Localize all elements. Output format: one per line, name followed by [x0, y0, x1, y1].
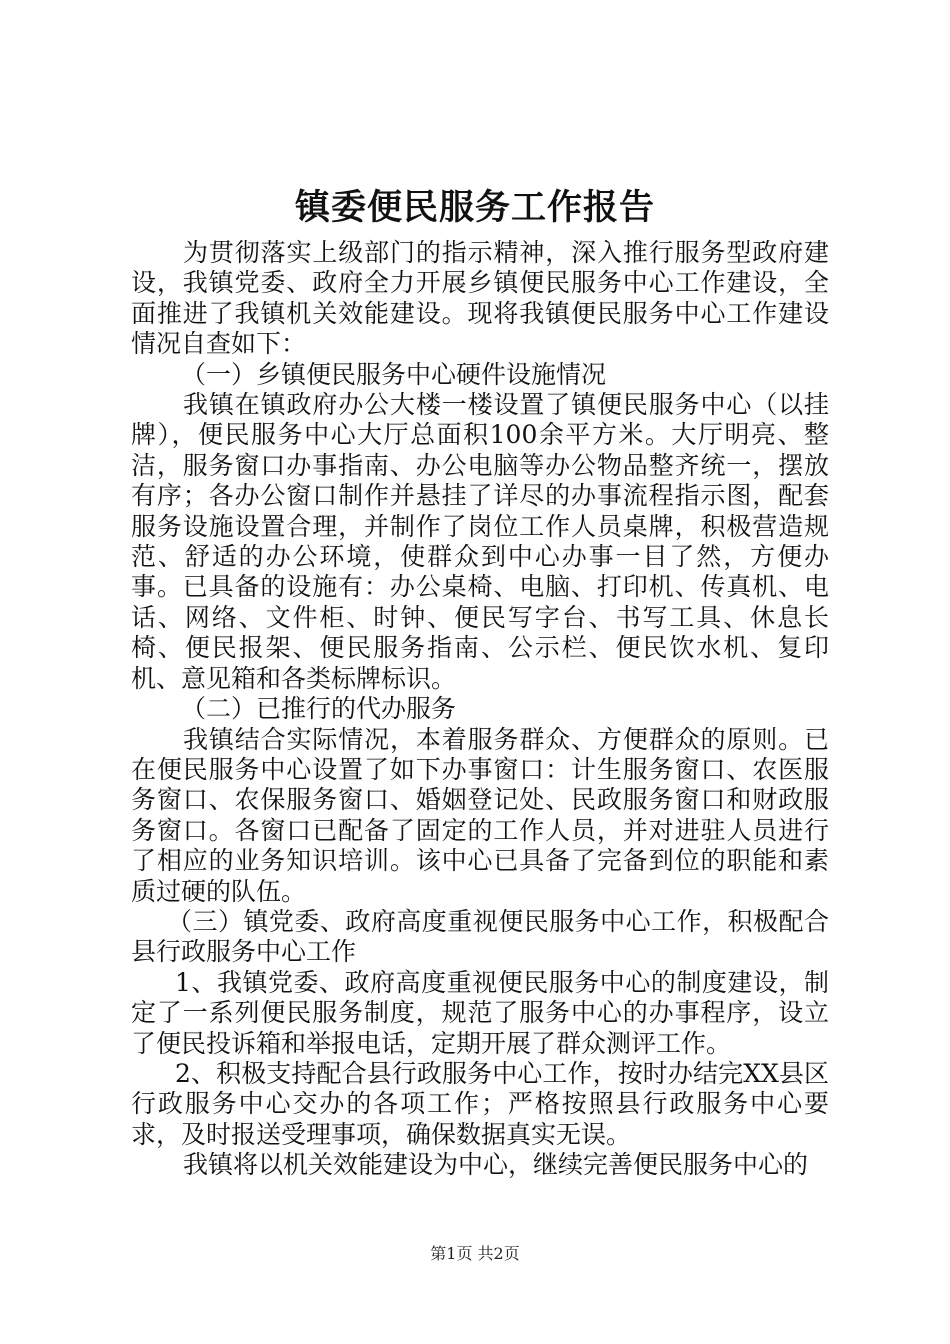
section-heading-1: （一）乡镇便民服务中心硬件设施情况	[181, 359, 607, 389]
paragraph-windows: 我镇结合实际情况，本着服务群众、方便群众的原则。已在便民服务中心设置了如下办事窗口：计生服务窗口、农医服务窗口、农保服务窗口、婚姻登记处、民政服务窗口和财政服务窗口。各窗口已配备了固定的工作人员，并对进驻人员进行了相应的业务知识培训。该中心已具备了完备到位的职能和素质过硬的队伍。	[131, 724, 829, 906]
paragraph-facilities: 我镇在镇政府办公大楼一楼设置了镇便民服务中心（以挂牌），便民服务中心大厅总面积100余平方米。大厅明亮、整洁，服务窗口办事指南、办公电脑等办公物品整齐统一，摆放有序；各办公窗口制作并悬挂了详尽的办事流程指示图，配套服务设施设置合理，并制作了岗位工作人员桌牌，积极营造规范、舒适的办公环境，使群众到中心办事一目了然，方便办事。已具备的设施有：办公桌椅、电脑、打印机、传真机、电话、网络、文件柜、时钟、便民写字台、书写工具、休息长椅、便民报架、便民服务指南、公示栏、便民饮水机、复印机、意见箱和各类标牌标识。	[131, 390, 829, 693]
section-heading-2: （二）已推行的代办服务	[181, 694, 457, 724]
document-title: 镇委便民服务工作报告	[294, 187, 655, 228]
paragraph-conclusion: 我镇将以机关效能建设为中心，继续完善便民服务中心的	[183, 1150, 809, 1180]
paragraph-intro: 为贯彻落实上级部门的指示精神，深入推行服务型政府建设，我镇党委、政府全力开展乡镇便民服务中心工作建设，全面推进了我镇机关效能建设。现将我镇便民服务中心工作建设情况自查如下：	[131, 238, 829, 359]
section-heading-3: （三）镇党委、政府高度重视便民服务中心工作，积极配合县行政服务中心工作	[131, 906, 829, 967]
paragraph-item-1: 1、我镇党委、政府高度重视便民服务中心的制度建设，制定了一系列便民服务制度，规范了服务中心的办事程序，设立了便民投诉箱和举报电话，定期开展了群众测评工作。	[131, 967, 829, 1058]
document-body	[131, 238, 829, 1181]
page-footer: 第1页 共2页	[430, 1244, 520, 1263]
paragraph-item-2: 2、积极支持配合县行政服务中心工作，按时办结完XX县区行政服务中心交办的各项工作；严格按照县行政服务中心要求，及时报送受理事项，确保数据真实无误。	[131, 1058, 829, 1149]
